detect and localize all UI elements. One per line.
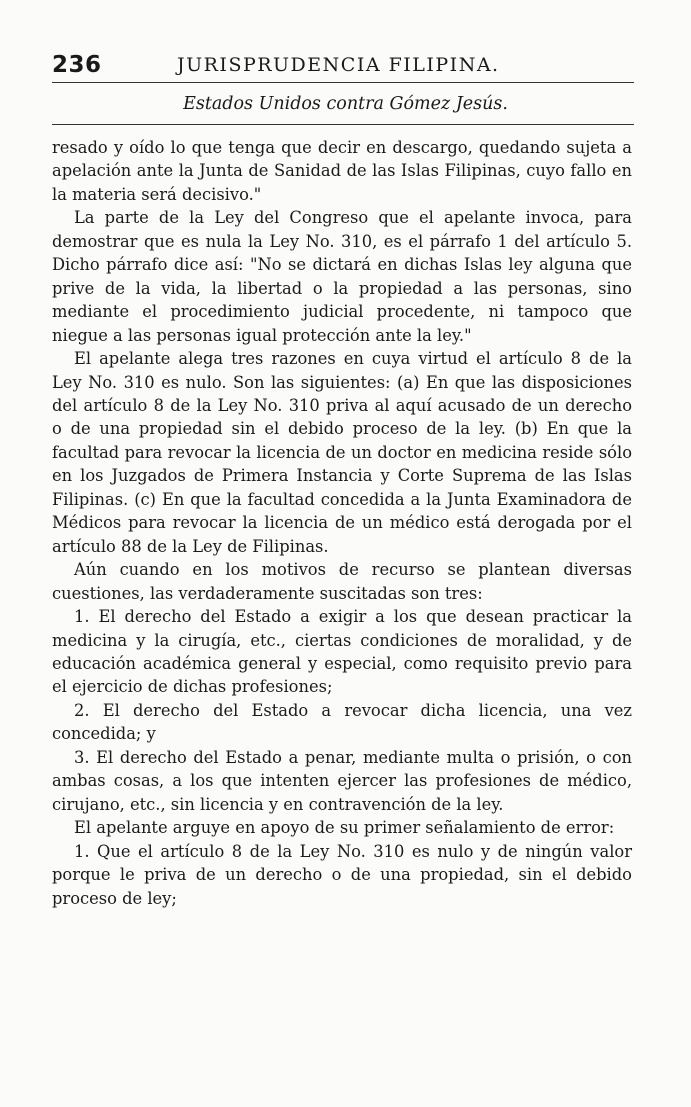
numbered-item: 3. El derecho del Estado a penar, mediante multa o prisión, o con ambas cosas, a los que intenten ejercer las profesiones de médico, cirujano, etc., sin licencia y en contravención de la ley.	[52, 747, 632, 814]
paragraph: El apelante arguye en apoyo de su primer señalamiento de error:	[74, 818, 615, 838]
numbered-item: 1. El derecho del Estado a exigir a los que desean practicar la medicina y la cirugía, etc., ciertas condiciones de moralidad, y de educación académica general y especial, como requisito previo para el ejercicio de dichas profesiones;	[52, 607, 632, 697]
page-header	[52, 52, 634, 83]
case-subtitle: Estados Unidos contra Gómez Jesús.	[183, 94, 508, 114]
page-number: 236	[52, 52, 102, 78]
running-title: JURISPRUDENCIA FILIPINA.	[177, 54, 500, 76]
paragraph: La parte de la Ley del Congreso que el apelante invoca, para demostrar que es nula la Ley No. 310, es el párrafo 1 del artículo 5. Dicho párrafo dice así: "No se dictará en dichas Islas ley alguna que prive de la vida, la libertad o la propiedad a las personas, sino mediante el procedimiento judicial procedente, ni tampoco que niegue a las personas igual protección ante la ley."	[52, 208, 632, 345]
paragraph: resado y oído lo que tenga que decir en descargo, quedando sujeta a apelación ante la Junta de Sanidad de las Islas Filipinas, cuyo fallo en la materia será decisivo."	[52, 138, 632, 204]
header-rule	[52, 124, 634, 125]
body-text	[52, 136, 632, 910]
numbered-item: 2. El derecho del Estado a revocar dicha licencia, una vez concedida; y	[52, 700, 632, 744]
paragraph: Aún cuando en los motivos de recurso se plantean diversas cuestiones, las verdaderamente suscitadas son tres:	[52, 560, 632, 603]
paragraph: El apelante alega tres razones en cuya virtud el artículo 8 de la Ley No. 310 es nulo. Son las siguientes: (a) En que las disposiciones del artículo 8 de la Ley No. 310 priva al aquí acusado de un derecho o de una propiedad sin el debido proceso de la ley. (b) En que la facultad para revocar la licencia de un doctor en medicina reside sólo en los Juzgados de Primera Instancia y Corte Suprema de las Islas Filipinas. (c) En que la facultad concedida a la Junta Examinadora de Médicos para revocar la licencia de un médico está derogada por el artículo 88 de la Ley de Filipinas.	[52, 349, 632, 556]
numbered-item: 1. Que el artículo 8 de la Ley No. 310 es nulo y de ningún valor porque le priva de un derecho o de una propiedad, sin el debido proceso de ley;	[52, 841, 632, 908]
